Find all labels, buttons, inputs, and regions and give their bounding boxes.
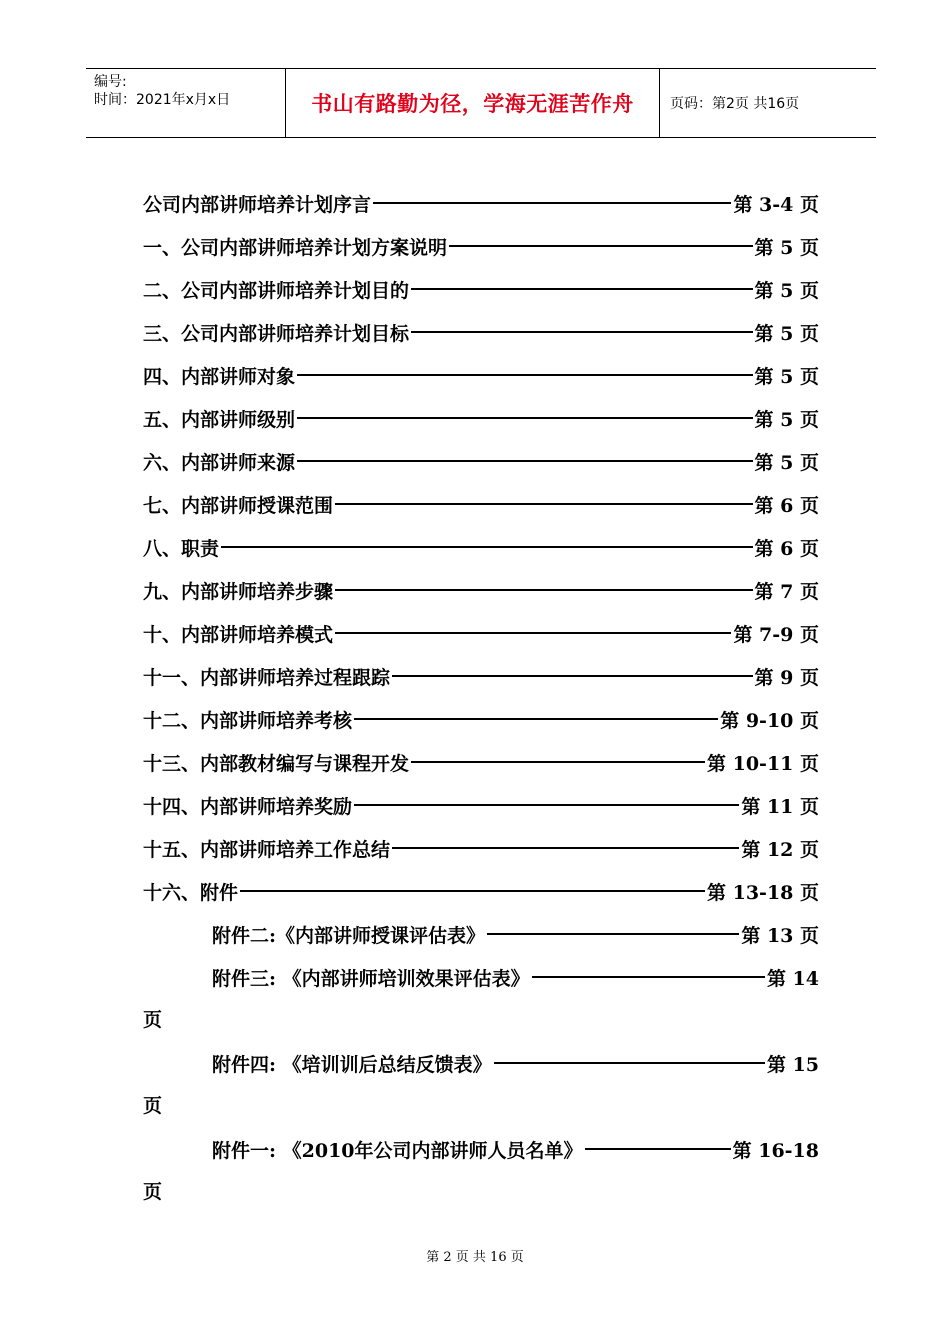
toc-leader-line <box>449 245 753 247</box>
toc-entry-label: 十四、内部讲师培养奖励 <box>143 795 353 818</box>
toc-entry-page: 第 5 页 <box>754 451 819 474</box>
toc-entry-page: 第 7 页 <box>754 580 819 603</box>
toc-entry <box>143 274 819 304</box>
toc-entry <box>143 231 819 261</box>
toc-entry-page-wrap: 页 <box>143 1009 163 1031</box>
toc-entry <box>143 747 819 777</box>
toc-leader-line <box>335 503 753 505</box>
toc-entry-page: 第 6 页 <box>754 494 819 517</box>
toc-entry-page: 第 6 页 <box>754 537 819 560</box>
toc-attachment-entry <box>212 919 819 949</box>
toc-entry-page-wrap: 页 <box>143 1095 163 1117</box>
page-header <box>86 68 876 138</box>
toc-entry-label: 六、内部讲师来源 <box>143 451 296 474</box>
toc-leader-line <box>297 374 753 376</box>
toc-leader-line <box>585 1148 731 1150</box>
toc-entry-page: 第 15 <box>766 1053 819 1076</box>
toc-entry <box>143 188 819 218</box>
page-footer: 第 2 页 共 16 页 <box>426 1250 524 1265</box>
toc-leader-line <box>354 804 739 806</box>
toc-leader-line <box>411 761 705 763</box>
toc-entry-page: 第 5 页 <box>754 236 819 259</box>
toc-leader-line <box>335 589 753 591</box>
toc-entry-label: 十一、内部讲师培养过程跟踪 <box>143 666 391 689</box>
toc-leader-line <box>335 632 731 634</box>
toc-entry <box>143 618 819 648</box>
toc-entry <box>143 532 819 562</box>
toc-entry-label: 一、公司内部讲师培养计划方案说明 <box>143 236 448 259</box>
toc-entry <box>143 833 819 863</box>
toc-entry-page: 第 12 页 <box>741 838 819 861</box>
toc-leader-line <box>487 933 739 935</box>
number-label: 编号: <box>94 74 127 90</box>
toc-entry-page: 第 9-10 页 <box>720 709 819 732</box>
toc-leader-line <box>297 460 753 462</box>
header-motto: 书山有路勤为径，学海无涯苦作舟 <box>286 69 660 137</box>
time-label: 时间：2021年x月x日 <box>94 92 231 108</box>
toc-leader-line <box>411 288 753 290</box>
toc-entry-label: 公司内部讲师培养计划序言 <box>143 193 372 216</box>
toc-entry-label: 附件三: 《内部讲师培训效果评估表》 <box>212 967 530 990</box>
toc-entry-page: 第 5 页 <box>754 322 819 345</box>
toc-attachment-entry <box>212 962 819 992</box>
toc-entry-label: 附件二:《内部讲师授课评估表》 <box>212 924 486 947</box>
toc-leader-line <box>392 675 753 677</box>
toc-entry <box>143 661 819 691</box>
toc-entry-page: 第 10-11 页 <box>707 752 819 775</box>
toc-entry-label: 三、公司内部讲师培养计划目标 <box>143 322 410 345</box>
toc-entry-page: 第 3-4 页 <box>733 193 819 216</box>
toc-entry <box>143 876 819 906</box>
toc-entry <box>143 317 819 347</box>
toc-leader-line <box>532 976 765 978</box>
toc-leader-line <box>297 417 753 419</box>
toc-entry-page: 第 13 页 <box>741 924 819 947</box>
toc-entry-label: 十二、内部讲师培养考核 <box>143 709 353 732</box>
toc-entry <box>143 446 819 476</box>
toc-entry-label: 十、内部讲师培养模式 <box>143 623 334 646</box>
toc-entry <box>143 790 819 820</box>
toc-entry-label: 十六、附件 <box>143 881 239 904</box>
toc-entry-page: 第 5 页 <box>754 279 819 302</box>
toc-attachment-entry <box>212 1134 819 1164</box>
toc-entry-page: 第 14 <box>766 967 819 990</box>
toc-leader-line <box>354 718 718 720</box>
toc-entry <box>143 360 819 390</box>
toc-entry-label: 十三、内部教材编写与课程开发 <box>143 752 410 775</box>
toc-entry-label: 二、公司内部讲师培养计划目的 <box>143 279 410 302</box>
toc-entry <box>143 403 819 433</box>
toc-entry-label: 十五、内部讲师培养工作总结 <box>143 838 391 861</box>
toc-leader-line <box>392 847 739 849</box>
toc-attachment-entry <box>212 1048 819 1078</box>
toc-entry <box>143 489 819 519</box>
toc-entry-label: 附件一: 《2010年公司内部讲师人员名单》 <box>212 1139 583 1162</box>
toc-entry <box>143 704 819 734</box>
toc-entry-page: 第 13-18 页 <box>707 881 819 904</box>
toc-entry-label: 八、职责 <box>143 537 220 560</box>
header-page-info: 页码：第2页 共16页 <box>670 96 800 112</box>
toc-entry-page: 第 16-18 <box>732 1139 819 1162</box>
toc-entry-page: 第 5 页 <box>754 408 819 431</box>
toc-entry-label: 九、内部讲师培养步骤 <box>143 580 334 603</box>
toc-entry-label: 附件四: 《培训训后总结反馈表》 <box>212 1053 492 1076</box>
toc-entry-page: 第 9 页 <box>754 666 819 689</box>
toc-entry-label: 五、内部讲师级别 <box>143 408 296 431</box>
toc-leader-line <box>411 331 753 333</box>
toc-entry-page: 第 11 页 <box>741 795 819 818</box>
toc-leader-line <box>494 1062 765 1064</box>
toc-entry-page: 第 7-9 页 <box>733 623 819 646</box>
toc-leader-line <box>373 202 731 204</box>
toc-leader-line <box>240 890 705 892</box>
toc-entry-page: 第 5 页 <box>754 365 819 388</box>
toc-entry-label: 七、内部讲师授课范围 <box>143 494 334 517</box>
toc-entry-page-wrap: 页 <box>143 1181 163 1203</box>
toc-leader-line <box>221 546 753 548</box>
header-meta <box>86 69 286 137</box>
toc-entry <box>143 575 819 605</box>
toc-entry-label: 四、内部讲师对象 <box>143 365 296 388</box>
